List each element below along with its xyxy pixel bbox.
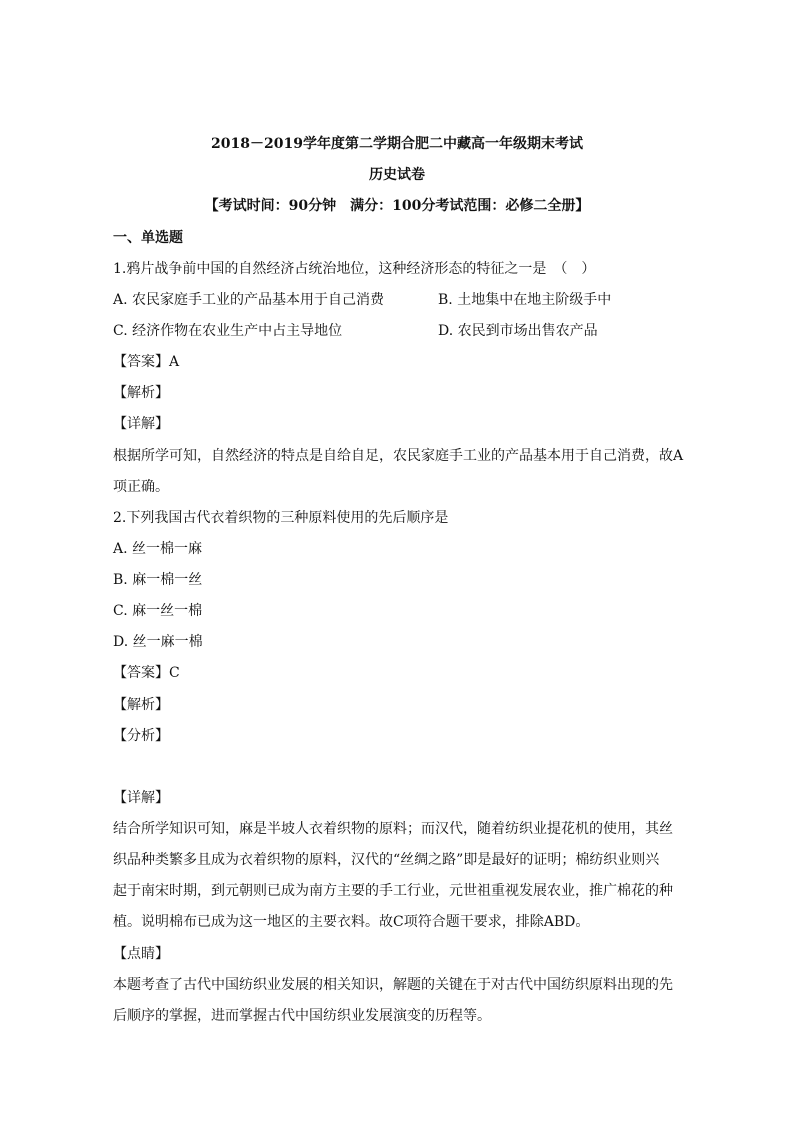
section-title: 一、单选题	[113, 230, 183, 246]
question-1-detail-label: 【详解】	[113, 416, 169, 432]
question-1-detail-line: 根据所学可知，自然经济的特点是自给自足，农民家庭手工业的产品基本用于自己消费，故A	[113, 448, 684, 464]
question-2-option-a: A. 丝一棉一麻	[113, 541, 203, 557]
question-2-detail-line: 植。说明棉布已成为这一地区的主要衣料。故C项符合题干要求，排除ABD。	[113, 914, 590, 930]
question-1-analysis-label: 【解析】	[113, 385, 169, 401]
question-2-detail-line: 织品种类繁多且成为衣着织物的原料，汉代的“丝绸之路”即是最好的证明；棉纺织业则兴	[113, 852, 660, 868]
question-1-option-b: B. 土地集中在地主阶级手中	[438, 292, 612, 308]
question-2-option-d: D. 丝一麻一棉	[113, 634, 203, 650]
question-2-option-c: C. 麻一丝一棉	[113, 603, 203, 619]
question-2-option-b: B. 麻一棉一丝	[113, 572, 203, 588]
question-1-option-c: C. 经济作物在农业生产中占主导地位	[113, 323, 343, 339]
question-2-detail-line: 结合所学知识可知，麻是半坡人衣着织物的原料；而汉代，随着纺织业提花机的使用，其丝	[113, 821, 673, 837]
exam-info: 【考试时间：90分钟 满分：100分考试范围：必修二全册】	[204, 198, 590, 214]
question-2-detail-line: 起于南宋时期，到元朝则已成为南方主要的手工行业，元世祖重视发展农业，推广棉花的种	[113, 883, 673, 899]
question-1-option-a: A. 农民家庭手工业的产品基本用于自己消费	[113, 292, 385, 308]
question-1-answer: 【答案】A	[113, 354, 180, 370]
exam-subtitle: 历史试卷	[369, 167, 425, 183]
question-2-dianjing-line: 后顺序的掌握，进而掌握古代中国纺织业发展演变的历程等。	[113, 1008, 491, 1024]
question-2-stem: 2.下列我国古代衣着织物的三种原料使用的先后顺序是	[113, 510, 449, 526]
question-2-fenxi-label: 【分析】	[113, 728, 169, 744]
question-1-option-d: D. 农民到市场出售农产品	[438, 323, 598, 339]
question-1-stem: 1.鸦片战争前中国的自然经济占统治地位，这种经济形态的特征之一是 （ ）	[113, 261, 596, 277]
question-1-detail-line: 项正确。	[113, 479, 169, 495]
exam-title: 2018－2019学年度第二学期合肥二中藏高一年级期末考试	[211, 136, 583, 152]
question-2-detail-label: 【详解】	[113, 790, 169, 806]
question-2-dianjing-label: 【点睛】	[113, 946, 169, 962]
question-2-analysis-label: 【解析】	[113, 697, 169, 713]
question-2-answer: 【答案】C	[113, 665, 180, 681]
question-2-dianjing-line: 本题考查了古代中国纺织业发展的相关知识，解题的关键在于对古代中国纺织原料出现的先	[113, 977, 673, 993]
